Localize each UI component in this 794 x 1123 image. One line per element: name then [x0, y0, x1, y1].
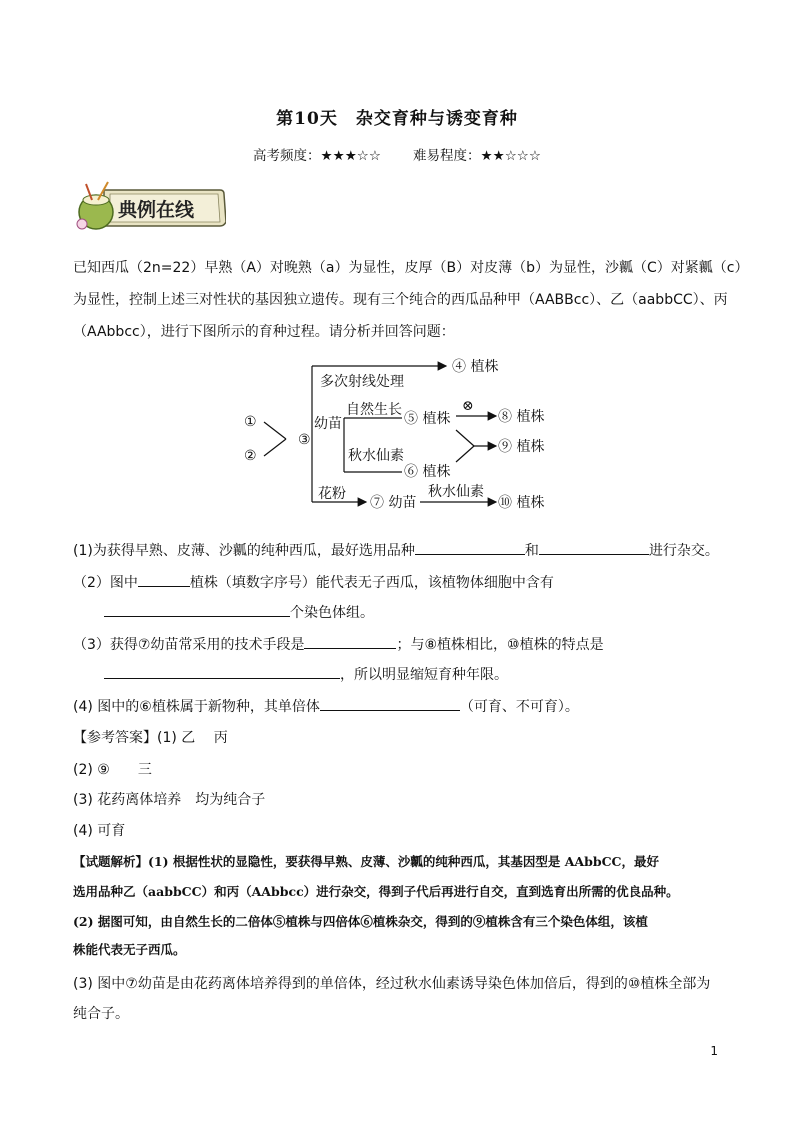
answer-4: (4) 可育	[73, 823, 126, 839]
answer-3: (3) 花药离体培养 均为纯合子	[73, 792, 266, 808]
question-2-mid: 植株（填数字序号）能代表无子西瓜，该植物体细胞中含有	[189, 575, 554, 591]
label-plant-6: ⑥ 植株	[404, 464, 451, 480]
question-4-text: (4) 图中的⑥植株属于新物种，其单倍体	[73, 699, 320, 715]
question-1-and: 和	[524, 543, 539, 559]
label-hybrid-3: ③	[298, 432, 311, 448]
intro-line-2: 为显性，控制上述三对性状的基因独立遗传。现有三个纯合的西瓜品种甲（AABBcc）、乙（aabbCC）、丙	[73, 292, 728, 308]
label-plant-5: ⑤ 植株	[404, 411, 451, 427]
analysis-line-4: 株能代表无子西瓜。	[73, 942, 186, 957]
answer-2: (2) ⑨ 三	[73, 762, 152, 778]
intro-line-3: （AAbbcc），进行下图所示的育种过程。请分析并回答问题：	[73, 324, 455, 340]
answer-blank-2a[interactable]	[138, 572, 190, 587]
page-title: 第10天 杂交育种与诱变育种	[276, 109, 518, 129]
label-parent-2: ②	[244, 448, 257, 464]
analysis-line-5: (3) 图中⑦幼苗是由花药离体培养得到的单倍体，经过秋水仙素诱导染色体加倍后，得到的⑩植株全部为	[73, 976, 711, 992]
label-natural-growth: 自然生长	[346, 402, 402, 418]
question-3-tail: ，所以明显缩短育种年限。	[340, 667, 508, 683]
typical-example-badge	[74, 180, 226, 232]
analysis-line-2: 选用品种乙（aabbCC）和丙（AAbbcc）进行杂交，得到子代后再进行自交，直到选育出所需的优良品种。	[73, 884, 679, 899]
difficulty-level: 难易程度：★★☆☆☆	[413, 148, 542, 164]
exam-frequency: 高考频度：★★★☆☆	[252, 148, 381, 164]
label-multi-ray: 多次射线处理	[320, 374, 404, 390]
label-pollen: 花粉	[318, 486, 346, 502]
intro-line-1: 已知西瓜（2n=22）早熟（A）对晚熟（a）为显性，皮厚（B）对皮薄（b）为显性，沙瓤（C）对紧瓤（c）	[73, 260, 749, 276]
analysis-line-6: 纯合子。	[73, 1006, 129, 1022]
question-1	[73, 540, 719, 561]
label-plant-10: ⑩ 植株	[498, 495, 545, 511]
question-2-cont	[104, 602, 374, 623]
question-3-mid: ；与⑧植株相比，⑩植株的特点是	[396, 637, 604, 653]
label-plant-9: ⑨ 植株	[498, 439, 545, 455]
question-3-text: （3）获得⑦幼苗常采用的技术手段是	[73, 637, 305, 653]
question-2-tail: 个染色体组。	[290, 605, 374, 621]
question-1-tail: 进行杂交。	[648, 543, 719, 559]
label-seedling-7: ⑦ 幼苗	[370, 495, 417, 511]
answer-blank-1b[interactable]	[539, 540, 649, 555]
analysis-line-1: 【试题解析】(1) 根据性状的显隐性，要获得早熟、皮薄、沙瓤的纯种西瓜，其基因型是 AAbbCC，最好	[73, 854, 660, 869]
question-3-cont	[104, 664, 508, 685]
answer-blank-3b[interactable]	[104, 664, 340, 679]
question-2	[73, 572, 554, 593]
question-4	[73, 696, 579, 717]
question-1-text: (1)为获得早熟、皮薄、沙瓤的纯种西瓜，最好选用品种	[73, 543, 415, 559]
label-colchicine-2: 秋水仙素	[428, 484, 484, 500]
flower-icon	[77, 219, 87, 229]
answer-blank-4[interactable]	[320, 696, 460, 711]
answer-1: 【参考答案】(1) 乙 丙	[73, 730, 228, 746]
answer-blank-1a[interactable]	[415, 540, 525, 555]
analysis-line-3: (2) 据图可知，由自然生长的二倍体⑤植株与四倍体⑥植株杂交，得到的⑨植株含有三个染色体组，该植	[73, 914, 648, 929]
frequency-row	[0, 144, 794, 164]
label-plant-8: ⑧ 植株	[498, 409, 545, 425]
label-colchicine-1: 秋水仙素	[348, 448, 404, 464]
answer-blank-2b[interactable]	[104, 602, 290, 617]
question-3	[73, 634, 604, 655]
label-seedling: 幼苗	[314, 416, 342, 432]
badge-label: 典例在线	[118, 199, 195, 221]
selfing-symbol: ⊗	[462, 398, 474, 414]
question-4-tail: （可育、不可育）。	[459, 699, 579, 715]
label-plant-4: ④ 植株	[452, 359, 499, 375]
page-number: 1	[710, 1044, 718, 1058]
answer-blank-3a[interactable]	[304, 634, 396, 649]
question-2-text: （2）图中	[73, 575, 138, 591]
label-parent-1: ①	[244, 414, 257, 430]
breeding-diagram	[230, 352, 560, 524]
